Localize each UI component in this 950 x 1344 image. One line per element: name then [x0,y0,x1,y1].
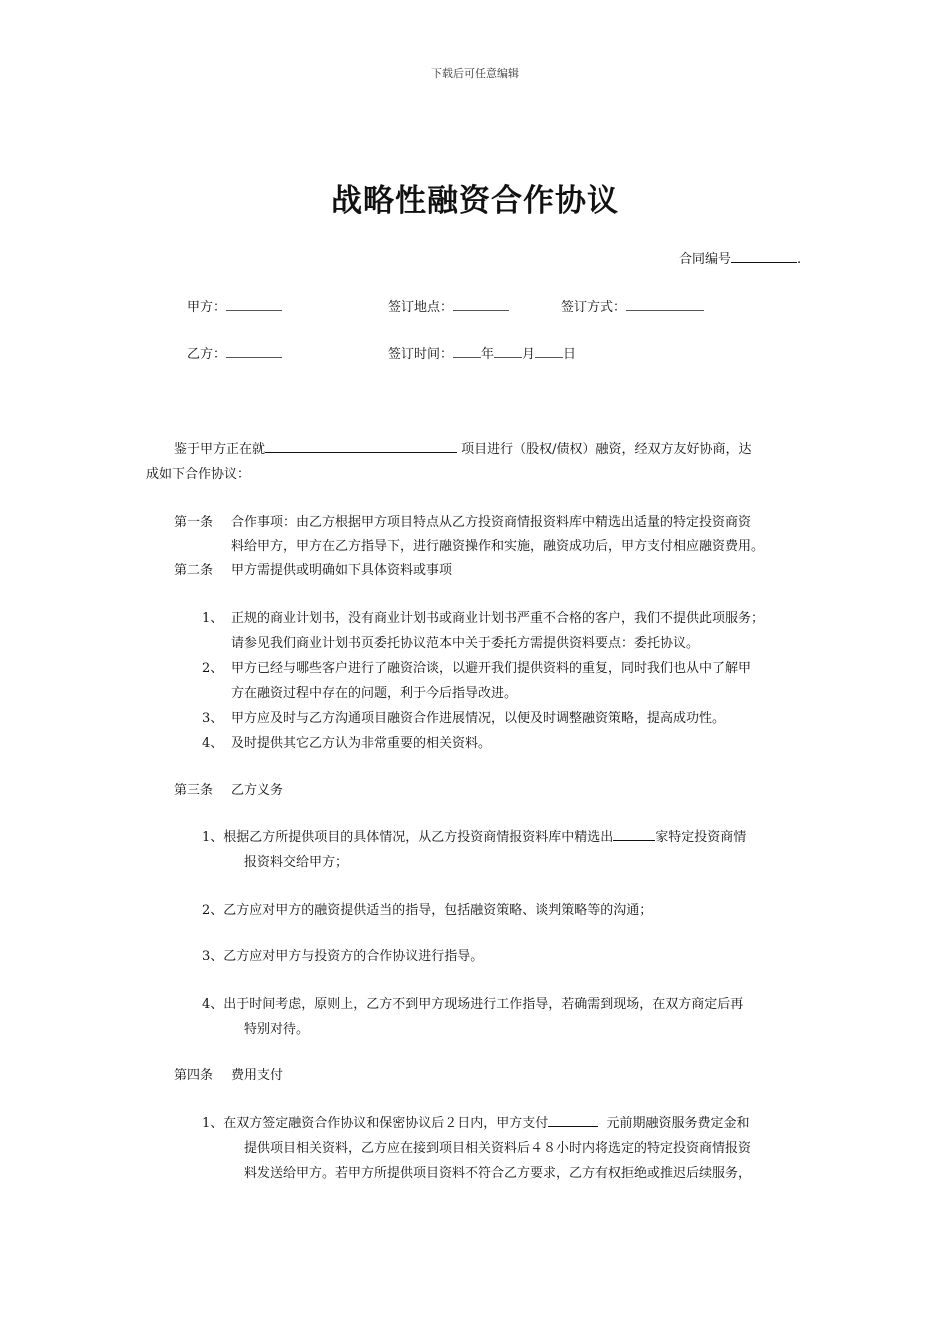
document-title: 战略性融资合作协议 [331,183,619,219]
article-3-item-1-line-1 [202,826,746,845]
article-3-item-1-text-b: 家特定投资商情 [655,830,747,845]
article-3-item-4-line-1: 4、出于时间考虑，原则上，乙方不到甲方现场进行工作指导，若确需到现场，在双方商定后再 [202,997,744,1012]
article-3-item-4-line-2: 特别对待。 [244,1022,310,1037]
sign-method-row [561,296,704,315]
sign-time-row [388,343,576,362]
article-2-label: 第二条 [174,563,214,578]
sign-place-row [388,296,509,315]
article-2-item-4-line-1: 及时提供其它乙方认为非常重要的相关资料。 [231,736,492,751]
contract-number: 合同编号 . [679,248,801,267]
party-a-blank[interactable] [226,298,282,311]
preamble-line-1 [174,438,752,457]
article-2-heading: 甲方需提供或明确如下具体资料或事项 [231,563,453,578]
party-b-label: 乙方： [187,347,227,362]
day-blank[interactable] [535,345,563,358]
article-3-item-2: 2、乙方应对甲方的融资提供适当的指导，包括融资策略、谈判策略等的沟通； [202,903,653,918]
year-label: 年 [481,347,495,362]
deposit-amount-blank[interactable] [548,1113,598,1127]
sign-place-label: 签订地点： [388,300,454,315]
preamble-line-2: 成如下合作协议： [146,467,251,482]
investor-count-blank[interactable] [613,827,655,841]
article-2-item-1-line-2: 请参见我们商业计划书页委托协议范本中关于委托方需提供资料要点：委托协议。 [231,636,700,651]
article-2-item-2-line-1: 甲方已经与哪些客户进行了融资洽谈，以避开我们提供资料的重复，同时我们也从中了解甲 [231,661,752,676]
page-header: 下载后可任意编辑 [431,67,519,80]
preamble-text-1: 鉴于甲方正在就 [174,442,266,457]
contract-number-blank[interactable] [731,249,797,263]
month-label: 月 [522,347,536,362]
article-1-line-2: 料给甲方，甲方在乙方指导下，进行融资操作和实施，融资成功后，甲方支付相应融资费用。 [231,539,765,554]
party-a-row [187,296,282,315]
article-3-heading: 乙方义务 [231,783,284,798]
article-2-item-2-line-2: 方在融资过程中存在的问题，利于今后指导改进。 [231,686,518,701]
article-4-item-1-text-a: 1、在双方签定融资合作协议和保密协议后２日内，甲方支付 [202,1116,549,1131]
article-3-item-1-text-a: 1、根据乙方所提供项目的具体情况，从乙方投资商情报资料库中精选出 [202,830,614,845]
article-4-item-1-line-2: 提供项目相关资料，乙方应在接到项目相关资料后４８小时内将选定的特定投资商情报资 [244,1141,752,1156]
article-4-item-1-line-1 [202,1112,750,1131]
sign-time-label: 签订时间： [388,347,454,362]
sign-method-label: 签订方式： [561,300,627,315]
article-4-label: 第四条 [174,1068,214,1083]
month-blank[interactable] [494,345,522,358]
preamble-text-2: 项目进行（股权/债权）融资，经双方友好协商，达 [461,442,752,457]
year-blank[interactable] [453,345,481,358]
project-name-blank[interactable] [265,439,457,453]
article-4-item-1-text-b: 元前期融资服务费定金和 [606,1116,750,1131]
article-2-item-3-line-1: 甲方应及时与乙方沟通项目融资合作进展情况，以便及时调整融资策略，提高成功性。 [231,711,726,726]
article-3-item-3: 3、乙方应对甲方与投资方的合作协议进行指导。 [202,949,484,964]
day-label: 日 [563,347,577,362]
article-2-item-1-num: 1、 [202,611,224,626]
article-2-item-1-line-1: 正规的商业计划书，没有商业计划书或商业计划书严重不合格的客户，我们不提供此项服务； [231,611,765,626]
party-b-row [187,343,282,362]
article-4-heading: 费用支付 [231,1068,284,1083]
article-2-item-4-num: 4、 [202,736,224,751]
article-3-label: 第三条 [174,783,214,798]
article-3-item-1-line-2: 报资料交给甲方； [244,855,349,870]
contract-number-label: 合同编号 [679,252,732,267]
article-2-item-3-num: 3、 [202,711,224,726]
article-1-label: 第一条 [174,515,214,530]
article-2-item-2-num: 2、 [202,661,224,676]
article-1-line-1: 合作事项：由乙方根据甲方项目特点从乙方投资商情报资料库中精选出适量的特定投资商资 [231,515,752,530]
article-4-item-1-line-3: 料发送给甲方。若甲方所提供项目资料不符合乙方要求，乙方有权拒绝或推迟后续服务， [244,1166,752,1181]
party-a-label: 甲方： [187,300,227,315]
sign-place-blank[interactable] [453,298,509,311]
sign-method-blank[interactable] [626,298,704,311]
party-b-blank[interactable] [226,345,282,358]
